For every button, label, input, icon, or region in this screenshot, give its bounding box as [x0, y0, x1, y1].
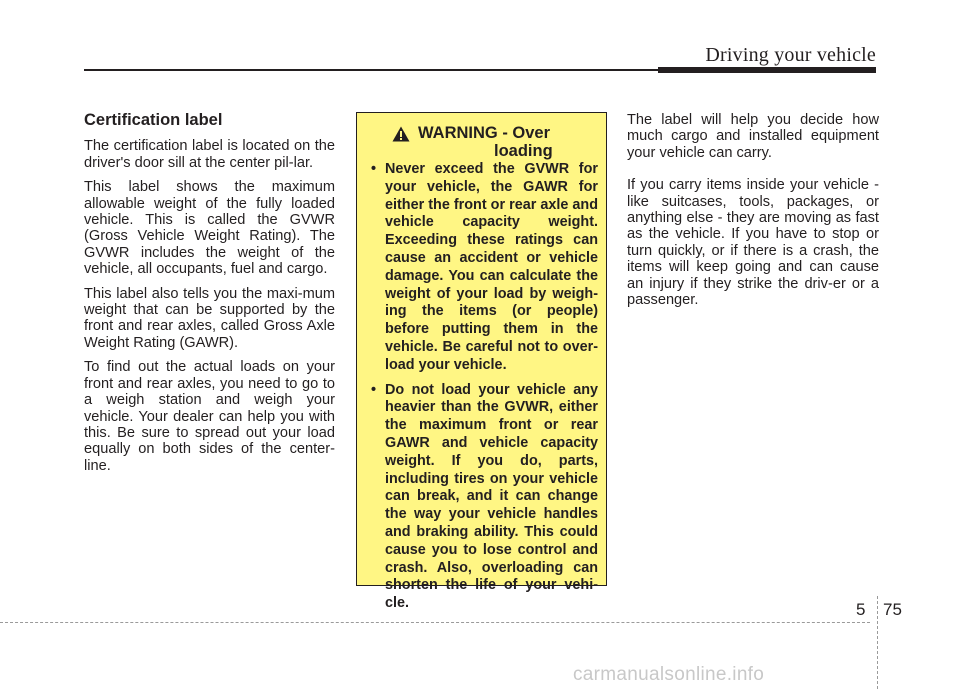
section-heading: Certification label [84, 111, 223, 129]
warning-header [357, 113, 606, 161]
header-rule [84, 69, 658, 71]
paragraph: The label will help you decide how much cargo and installed equipment your vehicle can carry. [627, 112, 879, 161]
warning-title-line1: WARNING - Over [418, 124, 551, 142]
footer-rule [0, 622, 870, 623]
right-column [627, 112, 879, 324]
footer-divider [877, 596, 878, 689]
left-column [84, 108, 335, 482]
warning-box [356, 112, 607, 612]
header-rule-thick [658, 67, 876, 73]
paragraph: The certification label is located on the driver's door sill at the center pil-lar. [84, 138, 335, 171]
watermark: carmanualsonline.info [573, 664, 765, 685]
page-chapter: 5 [856, 600, 866, 619]
warning-item: • Never exceed the GVWR for your vehicle, the GAWR for either the front or rear axle and vehicle capacity weight. Exceeding these ratings can cause an accident or vehicle damage. You can calculate the weight of your load by weigh-ing the items (or people) before putting them in the vehicle. Be careful not to over-load your vehicle. [371, 161, 598, 375]
paragraph: This label shows the maximum allowable weight of the fully loaded vehicle. This is called the GVWR (Gross Vehicle Weight Rating). The GVWR includes the weight of the vehicle, all occupants, fuel and cargo. [84, 179, 335, 278]
paragraph: This label also tells you the maxi-mum weight that can be supported by the front and rear axles, called Gross Axle Weight Rating (GAWR). [84, 285, 335, 351]
page-number: 75 [883, 600, 902, 619]
paragraph: If you carry items inside your vehicle - like suitcases, tools, packages, or anything else - they are moving as fast as the vehicle. If you have to stop or turn quickly, or if there is a crash, the items will keep going and can cause an injury if they strike the driv-er or a passenger. [627, 177, 879, 309]
warning-item: • Do not load your vehicle any heavier than the GVWR, either the maximum front or rear GAWR and vehicle capacity weight. If you do, parts, including tires on your vehicle can break, and it can change the way your vehicle handles and braking ability. This could cause you to lose control and crash. Also, overloading can shorten the life of your vehi-cle. [371, 382, 598, 613]
warning-title [418, 124, 553, 160]
header-title: Driving your vehicle [705, 44, 876, 66]
paragraph: To find out the actual loads on your front and rear axles, you need to go to a weigh station and weigh your vehicle. Your dealer can help you with this. Be sure to spread out your load equally on both sides of the center-line. [84, 359, 335, 474]
warning-list [357, 161, 606, 613]
warning-title-line2: loading [494, 142, 553, 160]
warning-triangle-icon [392, 126, 410, 142]
